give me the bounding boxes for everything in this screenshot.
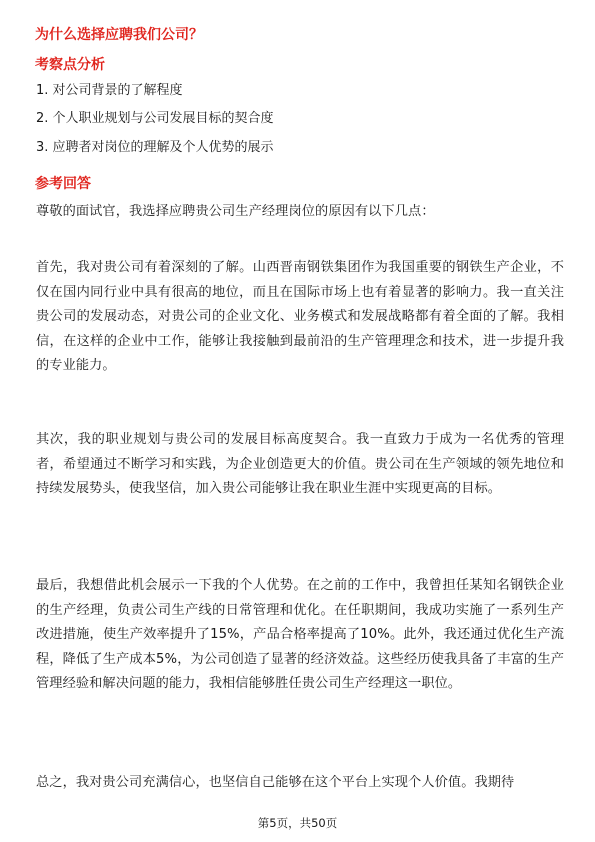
answer-paragraph-4: 总之，我对贵公司充满信心，也坚信自己能够在这个平台上实现个人价值。我期待	[36, 775, 515, 790]
analysis-item-3: 3. 应聘者对岗位的理解及个人优势的展示	[36, 140, 274, 155]
answer-paragraph-2: 其次，我的职业规划与贵公司的发展目标高度契合。我一直致力于成为一名优秀的管理者，希望通过不断学习和实践，为企业创造更大的价值。贵公司在生产领域的领先地位和持续发展势头，使我坚信，加入贵公司能够让我在职业生涯中实现更高的目标。	[36, 432, 564, 497]
question-title: 为什么选择应聘我们公司？	[35, 27, 203, 43]
answer-greeting: 尊敬的面试官，我选择应聘贵公司生产经理岗位的原因有以下几点：	[36, 204, 435, 219]
answer-paragraph-1: 首先，我对贵公司有着深刻的了解。山西晋南钢铁集团作为我国重要的钢铁生产企业，不仅在国内同行业中具有很高的地位，而且在国际市场上也有着显著的影响力。我一直关注贵公司的发展动态，对贵公司的企业文化、业务模式和发展战略都有着全面的了解。我相信，在这样的企业中工作，能够让我接触到最前沿的生产管理理念和技术，进一步提升我的专业能力。	[36, 260, 564, 374]
page-number: 第5页，共50页	[257, 816, 338, 830]
answer-paragraph-3: 最后，我想借此机会展示一下我的个人优势。在之前的工作中，我曾担任某知名钢铁企业的生产经理，负责公司生产线的日常管理和优化。在任职期间，我成功实施了一系列生产改进措施，使生产效率提升了15%，产品合格率提高了10%。此外，我还通过优化生产流程，降低了生产成本5%，为公司创造了显著的经济效益。这些经历使我具备了丰富的生产管理经验和解决问题的能力，我相信能够胜任贵公司生产经理这一职位。	[36, 578, 564, 692]
analysis-item-1: 1. 对公司背景的了解程度	[36, 83, 183, 98]
answer-heading: 参考回答	[35, 176, 91, 192]
analysis-heading: 考察点分析	[35, 57, 105, 73]
analysis-item-2: 2. 个人职业规划与公司发展目标的契合度	[36, 111, 274, 126]
